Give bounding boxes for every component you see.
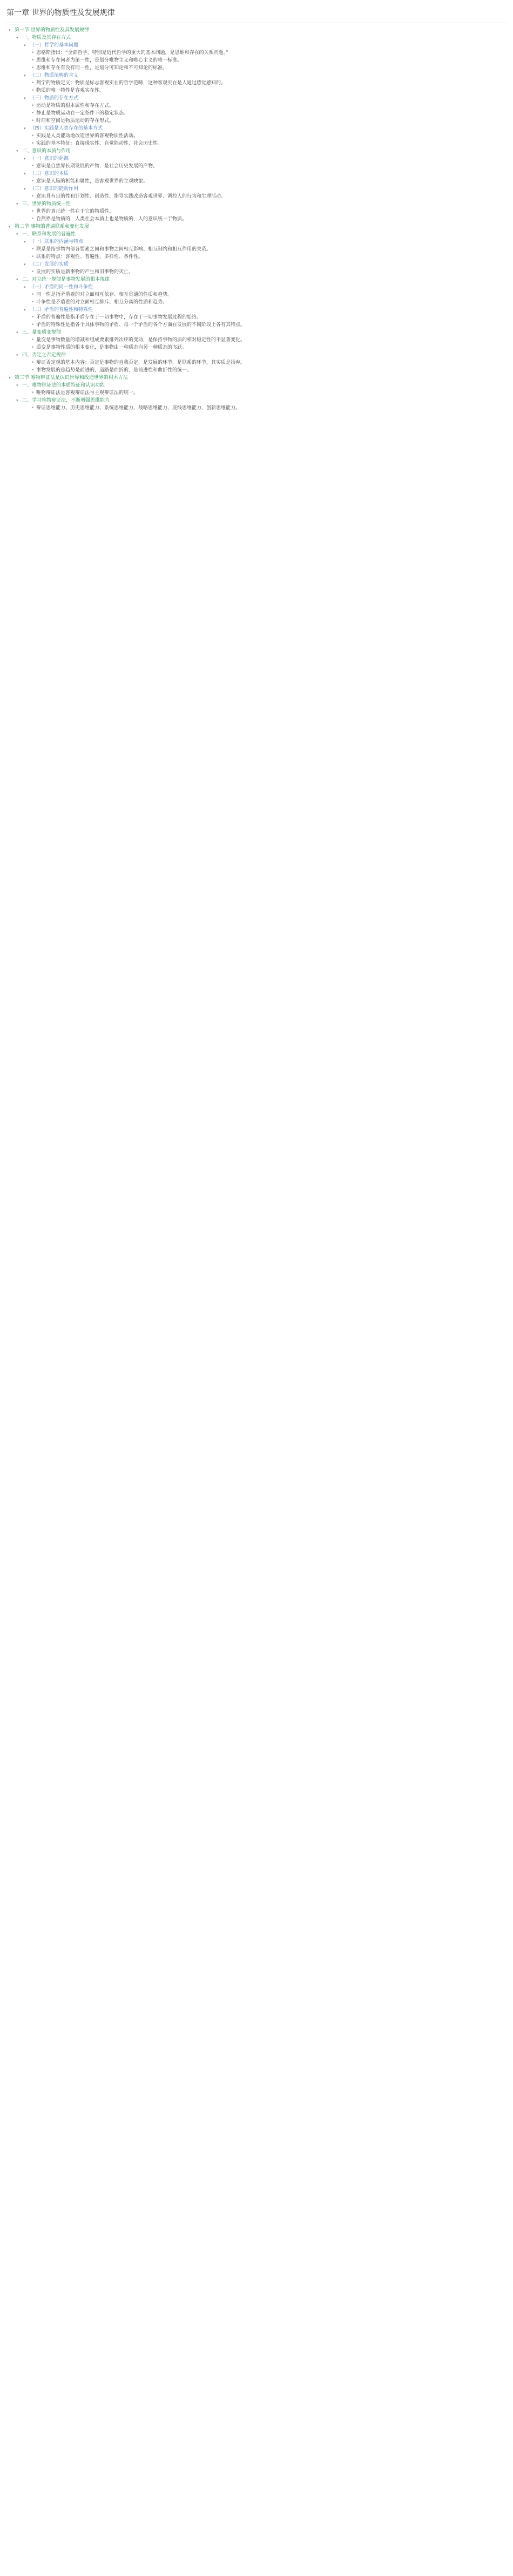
outline-text: 列宁的物质定义：物质是标志客观实在的哲学范畴，这种客观实在是人通过感觉感知的。 (36, 80, 226, 86)
outline-row-level-4 (4, 57, 509, 64)
collapse-toggle-icon[interactable]: ▾ (9, 28, 11, 32)
outline-row-level-2[interactable] (4, 34, 509, 42)
outline-row-level-3[interactable] (4, 306, 509, 314)
bullet-icon: • (31, 216, 35, 222)
bullet-icon: • (31, 345, 35, 350)
bullet-icon: • (31, 254, 35, 260)
outline-row-level-2[interactable] (4, 147, 509, 155)
outline-row-level-3[interactable] (4, 283, 509, 291)
outline-text: （一）意识的起源 (30, 156, 69, 161)
outline-row-level-2[interactable] (4, 276, 509, 283)
bullet-icon: • (31, 337, 35, 343)
outline-text: 斗争性是矛盾着的对立面相互排斥、相互分离的性质和趋势。 (36, 300, 168, 305)
outline-row-level-1[interactable] (4, 223, 509, 231)
outline-text: 实践是人类能动地改造世界的客观物质性活动。 (36, 133, 139, 139)
outline-text: 意识是自然界长期发展的产物，是社会历史发展的产物。 (36, 164, 158, 169)
collapse-toggle-icon[interactable]: ▾ (24, 285, 26, 289)
outline-text: 联系是指事物内部各要素之间和事物之间相互影响、相互制约和相互作用的关系。 (36, 247, 212, 252)
outline-row-level-4 (4, 132, 509, 140)
outline-text: 一、唯物辩证法的本质特征和认识功能 (22, 383, 105, 388)
outline-row-level-3[interactable] (4, 155, 509, 162)
outline-text: （三）物质的存在方式 (30, 96, 79, 101)
collapse-toggle-icon[interactable]: ▾ (24, 308, 26, 312)
outline-row-level-4 (4, 162, 509, 170)
collapse-toggle-icon[interactable]: ▾ (16, 36, 18, 40)
bullet-icon: • (31, 111, 35, 116)
bullet-icon: • (31, 141, 35, 146)
outline-row-level-1[interactable] (4, 374, 509, 382)
collapse-toggle-icon[interactable]: ▾ (16, 232, 18, 236)
outline-text: 世界的真正统一性在于它的物质性。 (36, 209, 114, 214)
outline-text: 二、对立统一规律是事物发展的根本规律 (22, 277, 110, 282)
outline-text: 第三节 唯物辩证法是认识世界和改造世界的根本方法 (15, 375, 128, 381)
outline-row-level-4 (4, 389, 509, 397)
outline-row-level-3[interactable] (4, 238, 509, 246)
outline-row-level-4 (4, 215, 509, 223)
outline-row-level-3[interactable] (4, 72, 509, 79)
bullet-icon: • (31, 65, 35, 71)
outline-text: 同一性是指矛盾着的对立面相互依存、相互贯通的性质和趋势。 (36, 292, 173, 297)
bullet-icon: • (31, 118, 35, 124)
outline-text: 第一节 世界的物质性及其发展规律 (15, 28, 89, 33)
bullet-icon: • (31, 322, 35, 328)
outline-text: 量变是事物数量的增减和组成要素排列次序的变动，是保持事物的质的相对稳定性的不显著变化。 (36, 337, 246, 343)
outline-text: 运动是物质的根本属性和存在方式。 (36, 103, 114, 109)
outline-text: 质变是事物性质的根本变化，是事物由一种质态向另一种质态的飞跃。 (36, 345, 187, 350)
bullet-icon: • (31, 368, 35, 373)
outline-row-level-2[interactable] (4, 231, 509, 238)
outline-text: （一）哲学的基本问题 (30, 43, 79, 48)
outline-text: 二、学习唯物辩证法，不断增强思维能力 (22, 398, 110, 403)
outline-page (0, 0, 513, 417)
outline-row-level-4 (4, 110, 509, 117)
outline-row-level-2[interactable] (4, 397, 509, 404)
outline-text: 一、物质及其存在方式 (22, 35, 71, 40)
outline-row-level-3[interactable] (4, 125, 509, 132)
outline-row-level-4 (4, 253, 509, 261)
outline-row-level-4 (4, 178, 509, 185)
outline-row-level-4 (4, 314, 509, 321)
outline-row-level-2[interactable] (4, 329, 509, 336)
outline-tree (4, 26, 509, 412)
outline-text: 矛盾的普遍性是指矛盾存在于一切事物中，存在于一切事物发展过程的始终。 (36, 315, 202, 320)
outline-text: 静止是物质运动在一定条件下的稳定状态。 (36, 111, 129, 116)
bullet-icon: • (31, 164, 35, 169)
outline-row-level-4 (4, 246, 509, 253)
outline-row-level-1[interactable] (4, 26, 509, 34)
outline-row-level-4 (4, 336, 509, 344)
outline-text: 辩证否定观的基本内容：否定是事物的自我否定，是发展的环节，是联系的环节，其实质是扬弃。 (36, 360, 246, 365)
outline-row-level-4 (4, 359, 509, 367)
bullet-icon: • (31, 300, 35, 305)
outline-text: 时间和空间是物质运动的存在形式。 (36, 118, 114, 124)
outline-text: 实践的基本特征：直接现实性、自觉能动性、社会历史性。 (36, 141, 163, 146)
bullet-icon: • (31, 179, 35, 184)
outline-text: 恩格斯指出：“全部哲学，特别是近代哲学的重大的基本问题，是思维和存在的关系问题。” (36, 50, 228, 56)
outline-text: 辩证思维能力、历史思维能力、系统思维能力、战略思维能力、底线思维能力、创新思维能力。 (36, 405, 241, 411)
bullet-icon: • (31, 133, 35, 139)
bullet-icon: • (31, 103, 35, 109)
bullet-icon: • (31, 390, 35, 396)
outline-text: 物质的唯一特性是客观实在性。 (36, 88, 105, 93)
outline-row-level-4 (4, 344, 509, 351)
bullet-icon: • (31, 194, 35, 199)
outline-text: 三、量变质变规律 (22, 330, 62, 335)
outline-text: 一、联系和发展的普遍性 (22, 232, 76, 237)
bullet-icon: • (31, 58, 35, 63)
page-title: 第一章 世界的物质性及发展规律 (4, 5, 509, 23)
outline-text: 意识具有目的性和计划性、创造性、指导实践改造客观世界、调控人的行为和生理活动。 (36, 194, 226, 199)
collapse-toggle-icon[interactable]: ▾ (24, 73, 26, 78)
outline-text: 意识是人脑的机能和属性，是客观世界的主观映象。 (36, 179, 148, 184)
outline-text: （一）联系的内涵与特点 (30, 239, 84, 245)
outline-text: 思维和存在有没有同一性，是划分可知论和不可知论的标准。 (36, 65, 168, 71)
outline-text: 思维和存在何者为第一性，是划分唯物主义和唯心主义的唯一标准。 (36, 58, 183, 63)
outline-text: 矛盾的特殊性是指各个具体事物的矛盾、每一个矛盾的各个方面在发展的不同阶段上各有其特点。 (36, 322, 246, 328)
outline-row-level-4 (4, 102, 509, 110)
outline-text: （二）物质范畴的含义 (30, 73, 79, 78)
collapse-toggle-icon[interactable]: ▾ (24, 187, 26, 191)
outline-text: 事物发展的总趋势是前进的，道路是曲折的，是前进性和曲折性的统一。 (36, 368, 192, 373)
bullet-icon: • (31, 360, 35, 365)
outline-row-level-2[interactable] (4, 351, 509, 359)
outline-text: （一）矛盾的同一性和斗争性 (30, 284, 93, 290)
outline-text: 二、意识的本质与作用 (22, 148, 71, 154)
outline-text: （三）意识的能动作用 (30, 186, 79, 192)
bullet-icon: • (31, 80, 35, 86)
collapse-toggle-icon[interactable]: ▾ (24, 262, 26, 267)
bullet-icon: • (31, 50, 35, 56)
outline-row-level-3[interactable] (4, 94, 509, 102)
collapse-toggle-icon[interactable]: ▾ (24, 157, 26, 161)
collapse-toggle-icon[interactable]: ▾ (16, 383, 18, 388)
outline-row-level-3[interactable] (4, 185, 509, 193)
outline-row-level-3[interactable] (4, 261, 509, 268)
outline-text: （二）意识的本质 (30, 171, 69, 177)
outline-row-level-4 (4, 404, 509, 412)
outline-row-level-4 (4, 64, 509, 72)
outline-row-level-4 (4, 299, 509, 306)
collapse-toggle-icon[interactable]: ▾ (16, 277, 18, 282)
outline-row-level-3[interactable] (4, 170, 509, 178)
bullet-icon: • (31, 315, 35, 320)
outline-text: 四、否定之否定规律 (22, 352, 66, 358)
collapse-toggle-icon[interactable]: ▾ (16, 149, 18, 153)
outline-row-level-4 (4, 208, 509, 215)
outline-text: 联系的特点：客观性、普遍性、多样性、条件性。 (36, 254, 144, 260)
collapse-toggle-icon[interactable]: ▾ (16, 330, 18, 335)
outline-row-level-4 (4, 79, 509, 87)
outline-row-level-4 (4, 193, 509, 200)
outline-row-level-4 (4, 49, 509, 57)
bullet-icon: • (31, 209, 35, 214)
outline-row-level-3[interactable] (4, 42, 509, 49)
outline-text: 三、世界的物质统一性 (22, 201, 71, 207)
outline-text: （四）实践是人类存在的基本方式 (30, 126, 103, 131)
outline-text: 第二节 事物的普遍联系和变化发展 (15, 224, 89, 229)
collapse-toggle-icon[interactable]: ▾ (24, 172, 26, 176)
outline-row-level-4 (4, 367, 509, 374)
outline-text: （二）发展的实质 (30, 262, 69, 267)
bullet-icon: • (31, 405, 35, 411)
outline-row-level-4 (4, 87, 509, 94)
outline-row-level-4 (4, 140, 509, 147)
collapse-toggle-icon[interactable]: ▾ (16, 353, 18, 357)
bullet-icon: • (31, 88, 35, 93)
collapse-toggle-icon[interactable]: ▾ (24, 240, 26, 244)
outline-text: 发展的实质是新事物的产生和旧事物的灭亡。 (36, 269, 134, 275)
collapse-toggle-icon[interactable]: ▾ (16, 398, 18, 403)
outline-row-level-4 (4, 321, 509, 329)
collapse-toggle-icon[interactable]: ▾ (24, 43, 26, 48)
bullet-icon: • (31, 247, 35, 252)
outline-text: 自然界是物质的，人类社会本质上也是物质的，人的意识统一于物质。 (36, 216, 187, 222)
outline-row-level-4 (4, 117, 509, 125)
collapse-toggle-icon[interactable]: ▾ (24, 96, 26, 100)
outline-text: （二）矛盾的普遍性和特殊性 (30, 307, 93, 313)
outline-row-level-4 (4, 268, 509, 276)
collapse-toggle-icon[interactable]: ▾ (9, 376, 11, 380)
bullet-icon: • (31, 292, 35, 297)
outline-row-level-2[interactable] (4, 200, 509, 208)
collapse-toggle-icon[interactable]: ▾ (16, 202, 18, 206)
bullet-icon: • (31, 269, 35, 275)
outline-row-level-4 (4, 291, 509, 299)
collapse-toggle-icon[interactable]: ▾ (24, 126, 26, 131)
collapse-toggle-icon[interactable]: ▾ (9, 225, 11, 229)
outline-text: 唯物辩证法是客观辩证法与主观辩证法的统一。 (36, 390, 139, 396)
outline-row-level-2[interactable] (4, 382, 509, 389)
